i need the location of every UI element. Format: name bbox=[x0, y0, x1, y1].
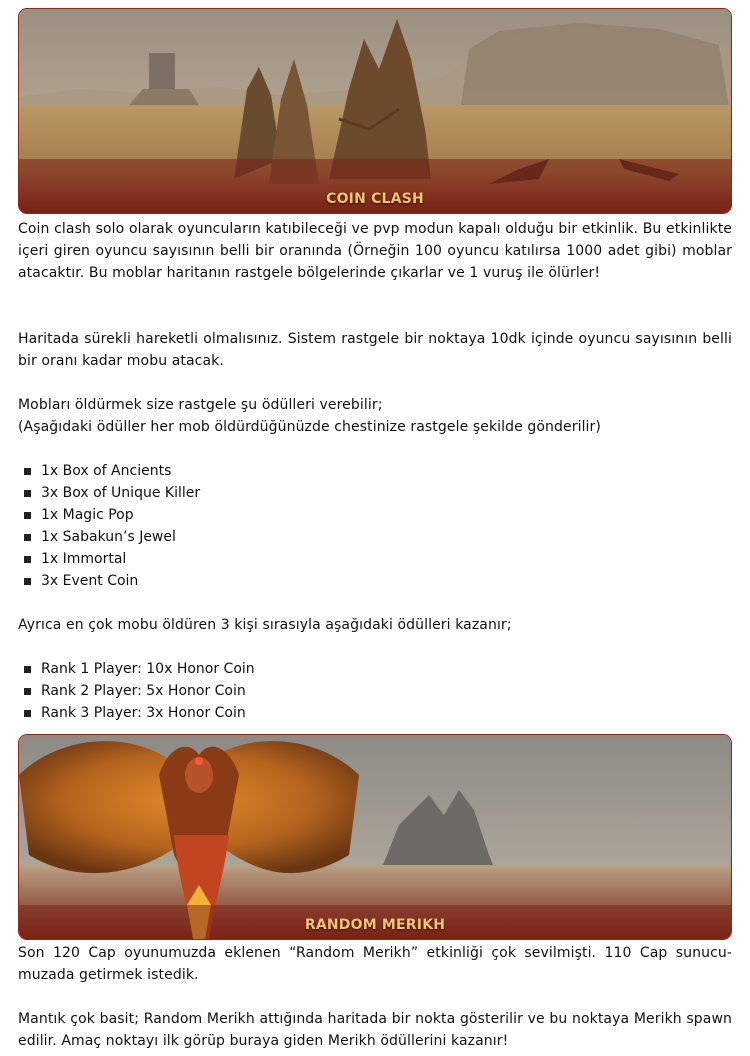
banner-title: RANDOM MERIKH bbox=[304, 917, 446, 933]
rewards-intro-line: Mobları öldürmek size rastgele şu ödülleri verebilir; bbox=[18, 397, 383, 413]
merikh-creature-image bbox=[19, 735, 731, 939]
square-bullet-icon bbox=[24, 534, 31, 541]
list-item bbox=[18, 504, 200, 526]
rewards-list bbox=[18, 460, 200, 592]
list-item bbox=[18, 570, 200, 592]
rewards-intro-note: (Aşağıdaki ödüller her mob öldürdüğünüzde chestinize rastgele şekilde gönderilir) bbox=[18, 419, 601, 435]
coin-clash-banner bbox=[18, 8, 732, 214]
square-bullet-icon bbox=[24, 710, 31, 717]
random-merikh-banner bbox=[18, 734, 732, 940]
square-bullet-icon bbox=[24, 512, 31, 519]
desert-rocks-image bbox=[19, 9, 731, 213]
paragraph-merikh-rules: Mantık çok basit; Random Merikh attığında haritada bir nokta gösterilir ve bu noktaya Merikh spawn edilir. Amaç noktayı ilk görüp buraya giden Merikh ödüllerini kazanır! bbox=[18, 1011, 732, 1049]
list-item bbox=[18, 658, 255, 680]
list-item bbox=[18, 548, 200, 570]
ranks-list bbox=[18, 658, 255, 724]
paragraph-rewards-intro bbox=[18, 394, 732, 438]
square-bullet-icon bbox=[24, 468, 31, 475]
list-item bbox=[18, 526, 200, 548]
rank-label: Rank 1 Player: 10x Honor Coin bbox=[41, 661, 255, 677]
rank-label: Rank 2 Player: 5x Honor Coin bbox=[41, 683, 246, 699]
reward-label: 1x Magic Pop bbox=[41, 507, 134, 523]
square-bullet-icon bbox=[24, 556, 31, 563]
square-bullet-icon bbox=[24, 688, 31, 695]
square-bullet-icon bbox=[24, 578, 31, 585]
paragraph-movement: Haritada sürekli hareketli olmalısınız. Sistem rastgele bir noktaya 10dk içinde oyuncu sayısının belli bir oranı kadar mobu atacak. bbox=[18, 331, 732, 369]
reward-label: 1x Sabakun’s Jewel bbox=[41, 529, 176, 545]
list-item bbox=[18, 482, 200, 504]
reward-label: 3x Box of Unique Killer bbox=[41, 485, 201, 501]
square-bullet-icon bbox=[24, 666, 31, 673]
list-item bbox=[18, 702, 255, 724]
paragraph-top-killers: Ayrıca en çok mobu öldüren 3 kişi sırasıyla aşağıdaki ödülleri kazanır; bbox=[18, 617, 512, 633]
reward-label: 1x Box of Ancients bbox=[41, 463, 172, 479]
list-item bbox=[18, 680, 255, 702]
reward-label: 3x Event Coin bbox=[41, 573, 139, 589]
square-bullet-icon bbox=[24, 490, 31, 497]
banner-title: COIN CLASH bbox=[326, 191, 424, 207]
reward-label: 1x Immortal bbox=[41, 551, 127, 567]
paragraph-merikh-intro: Son 120 Cap oyunumuzda eklenen “Random Merikh” etkinliği çok sevilmişti. 110 Cap sunucu-muzada getirmek istedik. bbox=[18, 945, 732, 983]
rank-label: Rank 3 Player: 3x Honor Coin bbox=[41, 705, 246, 721]
paragraph-intro: Coin clash solo olarak oyuncuların katıbileceği ve pvp modun kapalı olduğu bir etkinlik. Bu etkinlikte içeri giren oyuncu sayısının belli bir oranında (Örneğin 100 oyuncu katılırsa 1000 adet gibi) moblar atacaktır. Bu moblar haritanın rastgele bölgelerinde çıkarlar ve 1 vuruş ile ölürler! bbox=[18, 221, 732, 281]
list-item bbox=[18, 460, 200, 482]
